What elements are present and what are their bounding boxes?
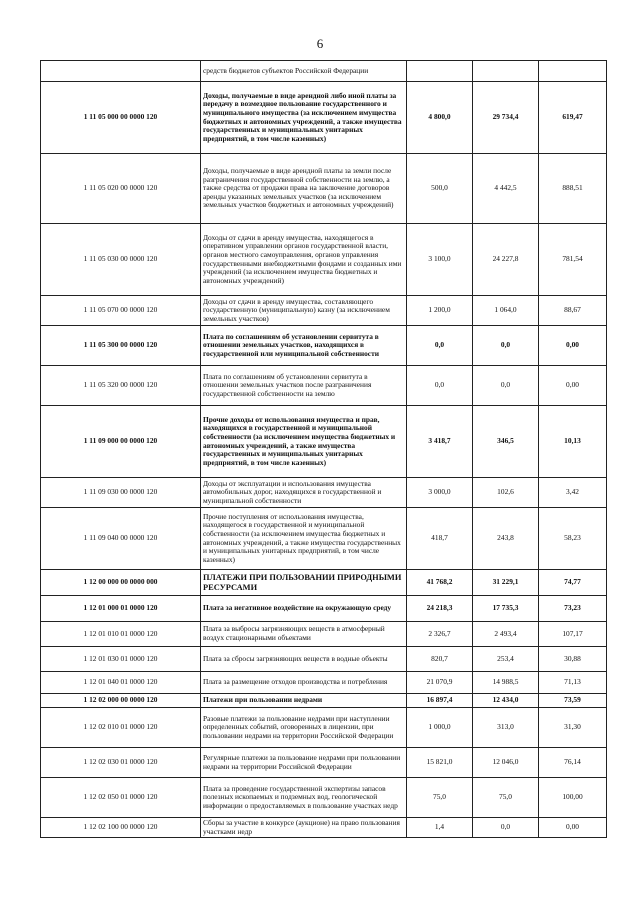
revenue-name-cell: Доходы от сдачи в аренду имущества, составляющего государственную (муниципальную) казну (за исключением земельных участков) (201, 296, 407, 326)
revenue-name-cell: средств бюджетов субъектов Российской Федерации (201, 61, 407, 82)
execution-percent-cell: 888,51 (539, 154, 607, 224)
plan-amount-cell: 3 100,0 (407, 224, 473, 296)
plan-amount-cell: 418,7 (407, 508, 473, 570)
budget-code-cell: 1 12 02 010 01 0000 120 (41, 708, 201, 748)
execution-percent-cell: 781,54 (539, 224, 607, 296)
budget-code-cell: 1 11 05 030 00 0000 120 (41, 224, 201, 296)
execution-percent-cell: 30,88 (539, 647, 607, 672)
plan-amount-cell: 21 070,9 (407, 672, 473, 694)
revenue-name-cell: ПЛАТЕЖИ ПРИ ПОЛЬЗОВАНИИ ПРИРОДНЫМИ РЕСУРСАМИ (201, 570, 407, 596)
table-row (41, 596, 607, 622)
execution-percent-cell: 58,23 (539, 508, 607, 570)
actual-amount-cell: 12 046,0 (473, 748, 539, 778)
execution-percent-cell: 0,00 (539, 366, 607, 406)
execution-percent-cell: 71,13 (539, 672, 607, 694)
table-row (41, 82, 607, 154)
execution-percent-cell: 73,59 (539, 694, 607, 708)
budget-code-cell: 1 12 00 000 00 0000 000 (41, 570, 201, 596)
actual-amount-cell: 253,4 (473, 647, 539, 672)
revenue-name-cell: Плата за проведение государственной экспертизы запасов полезных ископаемых и подземных вод, геологической информации о предоставляемых в пользование участках недр (201, 778, 407, 818)
budget-code-cell: 1 12 01 010 01 0000 120 (41, 622, 201, 647)
budget-code-cell: 1 11 09 030 00 0000 120 (41, 478, 201, 508)
budget-code-cell (41, 61, 201, 82)
execution-percent-cell: 10,13 (539, 406, 607, 478)
table-row (41, 61, 607, 82)
plan-amount-cell (407, 61, 473, 82)
actual-amount-cell: 346,5 (473, 406, 539, 478)
plan-amount-cell: 1 000,0 (407, 708, 473, 748)
revenue-name-cell: Доходы от эксплуатации и использования имущества автомобильных дорог, находящихся в государственной и муниципальной собственности (201, 478, 407, 508)
plan-amount-cell: 75,0 (407, 778, 473, 818)
table-row (41, 224, 607, 296)
budget-code-cell: 1 12 01 000 01 0000 120 (41, 596, 201, 622)
table-row (41, 508, 607, 570)
plan-amount-cell: 4 800,0 (407, 82, 473, 154)
table-row (41, 154, 607, 224)
plan-amount-cell: 41 768,2 (407, 570, 473, 596)
budget-code-cell: 1 11 05 020 00 0000 120 (41, 154, 201, 224)
table-row (41, 818, 607, 838)
actual-amount-cell: 17 735,3 (473, 596, 539, 622)
budget-code-cell: 1 11 09 040 00 0000 120 (41, 508, 201, 570)
budget-code-cell: 1 11 05 300 00 0000 120 (41, 326, 201, 366)
budget-revenue-table (40, 60, 607, 838)
actual-amount-cell: 313,0 (473, 708, 539, 748)
actual-amount-cell: 2 493,4 (473, 622, 539, 647)
plan-amount-cell: 820,7 (407, 647, 473, 672)
plan-amount-cell: 16 897,4 (407, 694, 473, 708)
execution-percent-cell: 107,17 (539, 622, 607, 647)
plan-amount-cell: 3 000,0 (407, 478, 473, 508)
table-row (41, 778, 607, 818)
actual-amount-cell: 24 227,8 (473, 224, 539, 296)
revenue-name-cell: Плата по соглашениям об установлении сервитута в отношении земельных участков после разграничения государственной собственности на землю (201, 366, 407, 406)
execution-percent-cell: 100,00 (539, 778, 607, 818)
revenue-name-cell: Плата по соглашениям об установлении сервитута в отношении земельных участков, находящихся в государственной или муниципальной собственности (201, 326, 407, 366)
actual-amount-cell: 75,0 (473, 778, 539, 818)
execution-percent-cell: 0,00 (539, 818, 607, 838)
revenue-name-cell: Плата за негативное воздействие на окружающую среду (201, 596, 407, 622)
execution-percent-cell (539, 61, 607, 82)
actual-amount-cell: 0,0 (473, 366, 539, 406)
table-row (41, 748, 607, 778)
table-row (41, 647, 607, 672)
budget-code-cell: 1 12 01 030 01 0000 120 (41, 647, 201, 672)
budget-code-cell: 1 11 05 070 00 0000 120 (41, 296, 201, 326)
table-row (41, 406, 607, 478)
plan-amount-cell: 1,4 (407, 818, 473, 838)
table-body (41, 61, 607, 838)
budget-code-cell: 1 12 02 100 00 0000 120 (41, 818, 201, 838)
revenue-name-cell: Прочие доходы от использования имущества и прав, находящихся в государственной и муниципальной собственности (за исключением имущества бюджетных и автономных учреждений, а также имущества государственных и муниципальных унитарных предприятий, в том числе казенных) (201, 406, 407, 478)
revenue-name-cell: Прочие поступления от использования имущества, находящегося в государственной и муниципальной собственности (за исключением имущества бюджетных и автономных учреждений, а также имущества государственных и муниципальных унитарных предприятий, в том числе казенных) (201, 508, 407, 570)
execution-percent-cell: 76,14 (539, 748, 607, 778)
budget-code-cell: 1 11 05 000 00 0000 120 (41, 82, 201, 154)
budget-code-cell: 1 12 01 040 01 0000 120 (41, 672, 201, 694)
revenue-name-cell: Платежи при пользовании недрами (201, 694, 407, 708)
actual-amount-cell: 14 988,5 (473, 672, 539, 694)
budget-code-cell: 1 11 09 000 00 0000 120 (41, 406, 201, 478)
plan-amount-cell: 0,0 (407, 366, 473, 406)
execution-percent-cell: 3,42 (539, 478, 607, 508)
revenue-name-cell: Плата за выбросы загрязняющих веществ в атмосферный воздух стационарными объектами (201, 622, 407, 647)
table-row (41, 672, 607, 694)
revenue-name-cell: Доходы, получаемые в виде арендной либо иной платы за передачу в возмездное пользование государственного и муниципального имущества (за исключением имущества бюджетных и автономных учреждений, а также имущества государственных и муниципальных унитарных предприятий, в том числе казенных) (201, 82, 407, 154)
table-row (41, 622, 607, 647)
execution-percent-cell: 88,67 (539, 296, 607, 326)
table-row (41, 296, 607, 326)
budget-code-cell: 1 12 02 050 01 0000 120 (41, 778, 201, 818)
table-row (41, 570, 607, 596)
revenue-name-cell: Плата за сбросы загрязняющих веществ в водные объекты (201, 647, 407, 672)
revenue-name-cell: Доходы от сдачи в аренду имущества, находящегося в оперативном управлении органов государственной власти, органов местного самоуправления, органов управления государственными внебюджетными фондами и созданных ими учреждений (за исключением имущества бюджетных и автономных учреждений) (201, 224, 407, 296)
plan-amount-cell: 0,0 (407, 326, 473, 366)
revenue-name-cell: Сборы за участие в конкурсе (аукционе) на право пользования участками недр (201, 818, 407, 838)
table-row (41, 478, 607, 508)
table-row (41, 694, 607, 708)
table-row (41, 366, 607, 406)
actual-amount-cell: 4 442,5 (473, 154, 539, 224)
table-row (41, 326, 607, 366)
revenue-name-cell: Регулярные платежи за пользование недрами при пользовании недрами на территории Российской Федерации (201, 748, 407, 778)
actual-amount-cell: 0,0 (473, 326, 539, 366)
revenue-name-cell: Доходы, получаемые в виде арендной платы за земли после разграничения государственной собственности на землю, а также средства от продажи права на заключение договоров аренды указанных земельных участков (за исключением земельных участков бюджетных и автономных учреждений) (201, 154, 407, 224)
actual-amount-cell: 243,8 (473, 508, 539, 570)
budget-code-cell: 1 12 02 030 01 0000 120 (41, 748, 201, 778)
execution-percent-cell: 74,77 (539, 570, 607, 596)
actual-amount-cell: 12 434,0 (473, 694, 539, 708)
plan-amount-cell: 24 218,3 (407, 596, 473, 622)
plan-amount-cell: 500,0 (407, 154, 473, 224)
revenue-name-cell: Плата за размещение отходов производства и потребления (201, 672, 407, 694)
execution-percent-cell: 0,00 (539, 326, 607, 366)
actual-amount-cell: 29 734,4 (473, 82, 539, 154)
revenue-name-cell: Разовые платежи за пользование недрами при наступлении определенных событий, оговоренных в лицензии, при пользовании недрами на территории Российской Федерации (201, 708, 407, 748)
actual-amount-cell: 0,0 (473, 818, 539, 838)
budget-code-cell: 1 11 05 320 00 0000 120 (41, 366, 201, 406)
plan-amount-cell: 15 821,0 (407, 748, 473, 778)
actual-amount-cell: 1 064,0 (473, 296, 539, 326)
execution-percent-cell: 31,30 (539, 708, 607, 748)
page-number: 6 (316, 36, 324, 51)
actual-amount-cell (473, 61, 539, 82)
execution-percent-cell: 619,47 (539, 82, 607, 154)
actual-amount-cell: 31 229,1 (473, 570, 539, 596)
plan-amount-cell: 2 326,7 (407, 622, 473, 647)
budget-code-cell: 1 12 02 000 00 0000 120 (41, 694, 201, 708)
plan-amount-cell: 3 418,7 (407, 406, 473, 478)
execution-percent-cell: 73,23 (539, 596, 607, 622)
table-row (41, 708, 607, 748)
plan-amount-cell: 1 200,0 (407, 296, 473, 326)
actual-amount-cell: 102,6 (473, 478, 539, 508)
